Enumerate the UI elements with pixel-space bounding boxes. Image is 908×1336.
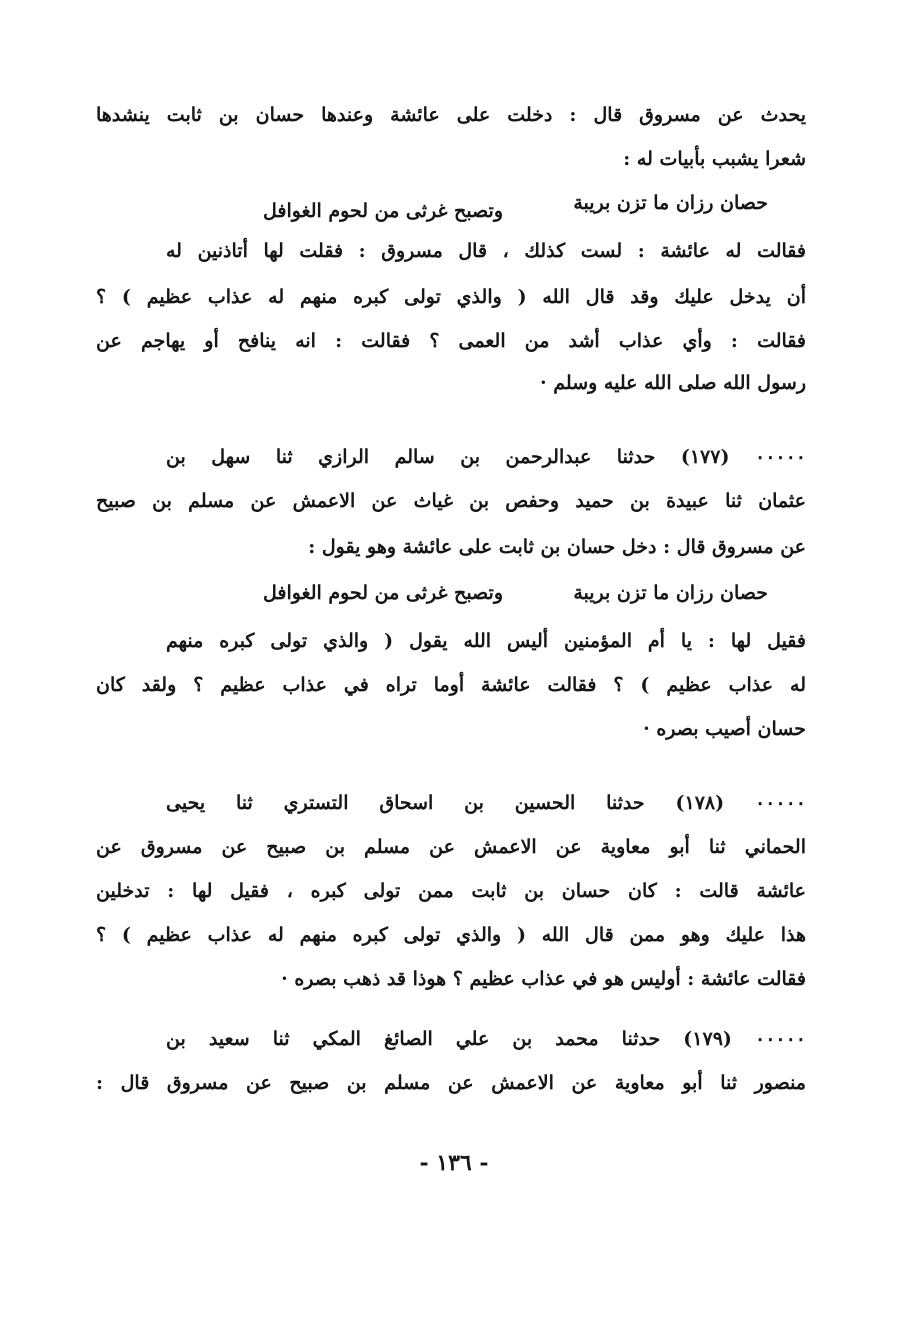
text-line: هذا عليك وهو ممن قال الله ( والذي تولى كبره منهم له عذاب عظيم ) ؟ — [96, 924, 806, 946]
hadith-heading-178: ٠٠٠٠٠ (١٧٨) حدثنا الحسين بن اسحاق التستري ثنا يحيى — [166, 792, 806, 814]
text-line: أن يدخل عليك وقد قال الله ( والذي تولى كبره منهم له عذاب عظيم ) ؟ — [96, 286, 806, 308]
text-line: منصور ثنا أبو معاوية عن الاعمش عن مسلم بن صبيح عن مسروق قال : — [96, 1072, 806, 1094]
hadith-heading-179: ٠٠٠٠٠ (١٧٩) حدثنا محمد بن علي الصائغ المكي ثنا سعيد بن — [166, 1028, 806, 1050]
text-line: فقيل لها : يا أم المؤمنين أليس الله يقول ( والذي تولى كبره منهم — [166, 630, 806, 652]
verse-second-hemistich: وتصبح غرثى من لحوم الغوافل — [262, 200, 503, 222]
text-line: فقالت عائشة : أوليس هو في عذاب عظيم ؟ هوذا قد ذهب بصره · — [281, 968, 806, 990]
text-line: يحدث عن مسروق قال : دخلت على عائشة وعندها حسان بن ثابت ينشدها — [96, 104, 806, 126]
text-line: عثمان ثنا عبيدة بن حميد وحفص بن غياث عن الاعمش عن مسلم بن صبيح — [96, 490, 806, 512]
verse-first-hemistich: حصان رزان ما تزن بريبة — [573, 582, 768, 604]
text-line: فقالت له عائشة : لست كذلك ، قال مسروق : فقلت لها أتاذنين له — [166, 240, 806, 262]
verse-first-hemistich: حصان رزان ما تزن بريبة — [573, 192, 768, 214]
hadith-heading-177: ٠٠٠٠٠ (١٧٧) حدثنا عبدالرحمن بن سالم الرازي ثنا سهل بن — [166, 446, 806, 468]
text-line: له عذاب عظيم ) ؟ فقالت عائشة أوما تراه في عذاب عظيم ؟ ولقد كان — [96, 674, 806, 696]
text-line: فقالت : وأي عذاب أشد من العمى ؟ فقالت : انه ينافح أو يهاجم عن — [96, 330, 806, 352]
text-line: عن مسروق قال : دخل حسان بن ثابت على عائشة وهو يقول : — [308, 536, 806, 558]
text-line: شعرا يشبب بأبيات له : — [623, 148, 806, 170]
text-line: رسول الله صلى الله عليه وسلم · — [540, 372, 806, 394]
text-line: الحماني ثنا أبو معاوية عن الاعمش عن مسلم بن صبيح عن مسروق عن — [96, 836, 806, 858]
text-line: حسان أصيب بصره · — [643, 718, 806, 740]
page-number: - ١٣٦ - — [419, 1150, 489, 1176]
text-line: عائشة قالت : كان حسان بن ثابت ممن تولى كبره ، فقيل لها : تدخلين — [96, 880, 806, 902]
verse-second-hemistich: وتصبح غرثى من لحوم الغوافل — [262, 582, 503, 604]
